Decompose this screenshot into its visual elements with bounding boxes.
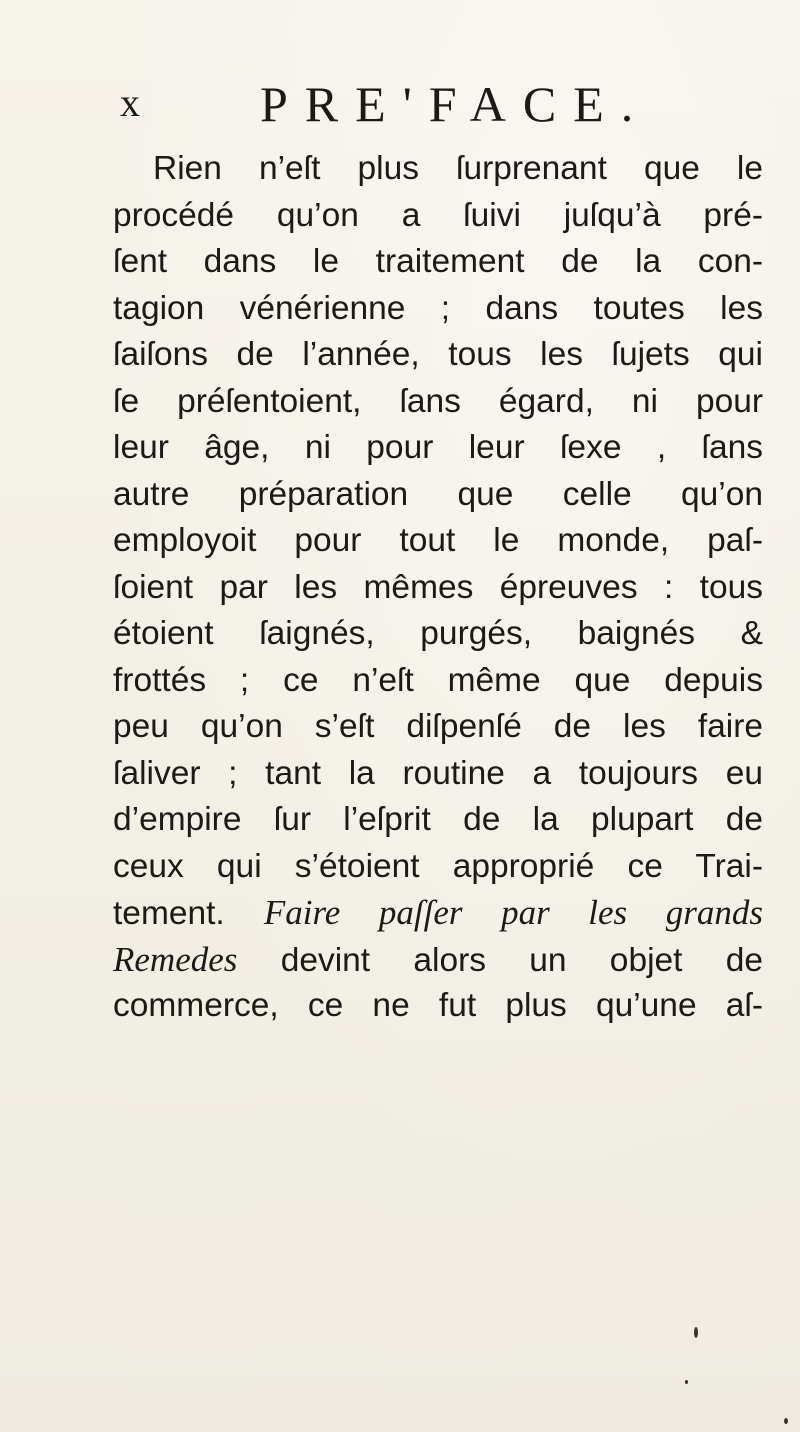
ink-speck [784, 1418, 788, 1424]
text-line: ſe préſentoient, ſans égard, ni pour [113, 382, 763, 420]
page-header [120, 75, 760, 135]
text-line: frottés ; ce n’eſt même que depuis [113, 661, 763, 699]
ink-speck [694, 1327, 698, 1338]
text-line: ſaiſons de l’année, tous les ſujets qui [113, 336, 763, 373]
text-line: ſent dans le traitement de la con- [113, 243, 763, 280]
text-line: tagion vénérienne ; dans toutes les [113, 289, 763, 327]
text-line: ceux qui s’étoient approprié ce Trai- [113, 847, 763, 885]
page-number: x [120, 80, 140, 125]
body-text [113, 146, 763, 1030]
text-line: tement. Faire paſſer par les grands [113, 893, 763, 932]
italic-phrase: Faire paſſer par les grands [263, 893, 763, 932]
text-line: d’empire ſur l’eſprit de la plupart de [113, 801, 763, 838]
text-line: commerce, ce ne fut plus qu’une aſ- [113, 987, 763, 1024]
text-line: ſaliver ; tant la routine a toujours eu [113, 754, 763, 792]
text-line: Rien n’eſt plus ſurprenant que le [153, 150, 763, 187]
ink-speck [685, 1380, 688, 1384]
text-line: employoit pour tout le monde, paſ- [113, 522, 763, 559]
text-line: ſoient par les mêmes épreuves : tous [113, 568, 763, 606]
text-line: leur âge, ni pour leur ſexe , ſans [113, 429, 763, 466]
italic-phrase: Remedes [113, 939, 238, 979]
text-line: autre préparation que celle qu’on [113, 475, 763, 513]
text-line: procédé qu’on a ſuivi juſqu’à pré- [113, 196, 763, 234]
text-line: Remedes devint alors un objet de [113, 939, 764, 979]
text-line: peu qu’on s’eſt diſpenſé de les faire [113, 708, 763, 745]
running-title: PRE'FACE. [260, 76, 651, 132]
text-line: étoient ſaignés, purgés, baignés & [113, 615, 763, 652]
